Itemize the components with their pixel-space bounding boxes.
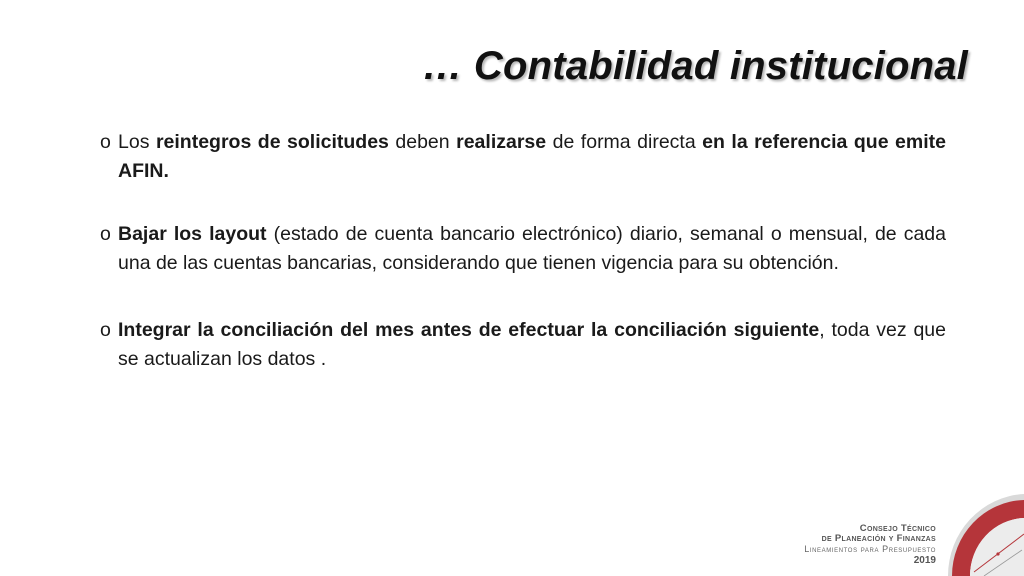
logo-dot: [996, 552, 999, 555]
bullet-marker: o: [100, 319, 111, 341]
logo-year: 2019: [913, 555, 936, 566]
bullet-item: [100, 316, 946, 374]
bullet-text: de forma directa: [546, 131, 703, 153]
bullet-list: [100, 128, 946, 374]
council-logo: [794, 476, 1024, 576]
bullet-marker: o: [100, 131, 111, 153]
bullet-item: [100, 128, 946, 186]
bullet-text: , toda vez que se actualizan los datos .: [118, 319, 946, 370]
logo-line-3: Lineamientos para Presupuesto: [804, 544, 936, 554]
bullet-text-bold: Bajar los layout: [118, 223, 267, 245]
bullet-text: (estado de cuenta bancario electrónico) diario, semanal o mensual, de cada una de las cuentas bancarias, considerando que tienen vigencia para su obtención.: [118, 223, 946, 274]
bullet-marker: o: [100, 223, 111, 245]
slide-title: … Contabilidad institucional: [422, 44, 968, 88]
logo-ring-icon: [944, 494, 1024, 576]
bullet-text-bold: Integrar la conciliación del mes antes de efectuar la conciliación siguiente: [118, 319, 820, 341]
logo-line-1: Consejo Técnico: [859, 523, 936, 534]
bullet-text-bold: realizarse: [456, 131, 547, 153]
logo-line-2: de Planeación y Finanzas: [821, 533, 936, 544]
bullet-text-bold: reintegros de solicitudes: [155, 131, 389, 153]
bullet-text: Los: [118, 131, 156, 153]
bullet-text: deben: [388, 131, 457, 153]
bullet-item: [100, 220, 946, 278]
bullet-text-bold: en la referencia que emite AFIN.: [118, 131, 947, 182]
